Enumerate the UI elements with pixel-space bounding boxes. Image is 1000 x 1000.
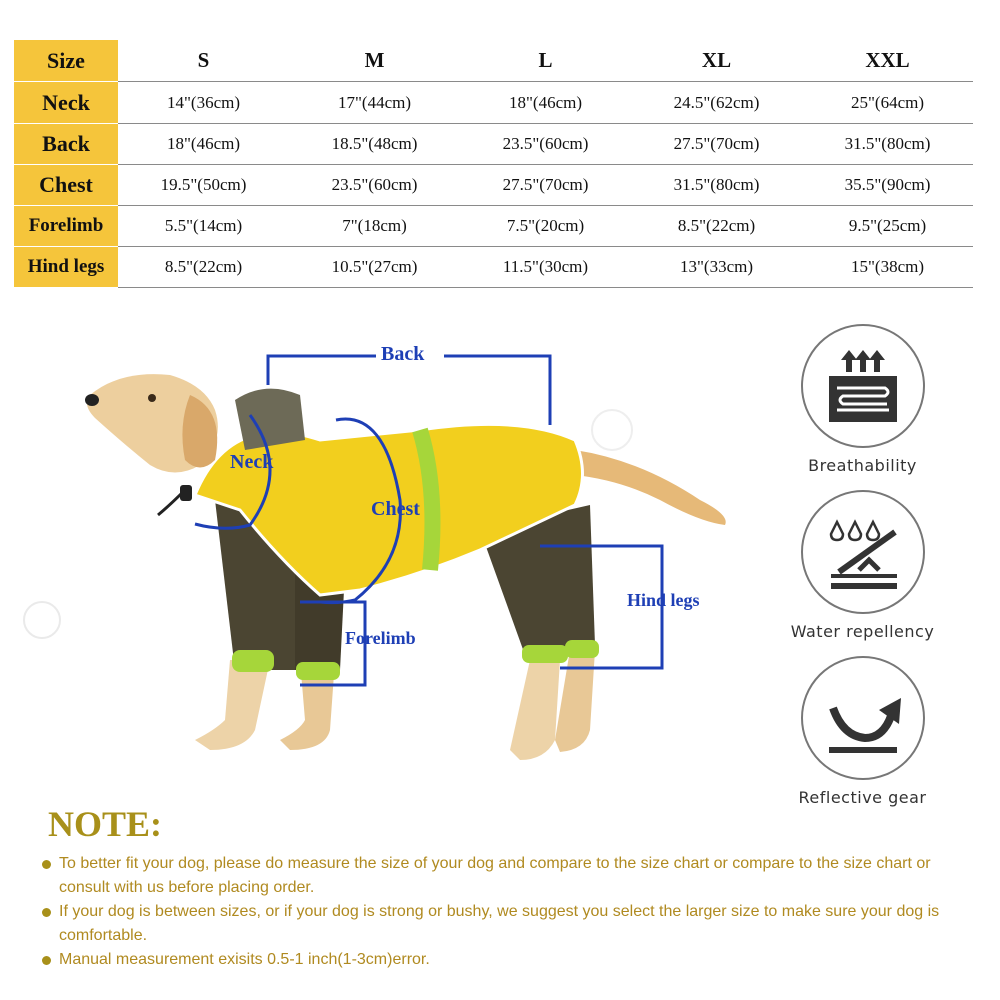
table-cell: 27.5"(70cm) bbox=[460, 165, 631, 206]
dog-measurement-diagram bbox=[0, 300, 770, 800]
feature-label: Reflective gear bbox=[798, 788, 927, 807]
note-item bbox=[42, 852, 962, 900]
feature-water-repellency bbox=[780, 490, 945, 641]
table-cell: 19.5"(50cm) bbox=[118, 165, 289, 206]
row-label-chest: Chest bbox=[14, 165, 118, 206]
table-cell: 7.5"(20cm) bbox=[460, 206, 631, 247]
table-cell: 15"(38cm) bbox=[802, 247, 973, 288]
bullet-icon bbox=[42, 956, 51, 965]
table-cell: 5.5"(14cm) bbox=[118, 206, 289, 247]
note-text: If your dog is between sizes, or if your dog is strong or bushy, we suggest you select the larger size to make sure your dog is comfortable. bbox=[59, 903, 940, 944]
note-list bbox=[42, 852, 962, 972]
note-text: Manual measurement exisits 0.5-1 inch(1-3cm)error. bbox=[59, 951, 430, 968]
table-cell: 14"(36cm) bbox=[118, 82, 289, 124]
table-cell: 9.5"(25cm) bbox=[802, 206, 973, 247]
table-cell: 8.5"(22cm) bbox=[118, 247, 289, 288]
label-forelimb: Forelimb bbox=[345, 628, 416, 648]
reflective-gear-icon bbox=[801, 656, 925, 780]
label-chest: Chest bbox=[371, 498, 420, 520]
table-cell: 31.5"(80cm) bbox=[631, 165, 802, 206]
table-cell: 17"(44cm) bbox=[289, 82, 460, 124]
size-header-row bbox=[14, 40, 973, 82]
feature-label: Breathability bbox=[808, 456, 917, 475]
table-cell: 13"(33cm) bbox=[631, 247, 802, 288]
table-cell: 10.5"(27cm) bbox=[289, 247, 460, 288]
feature-breathability bbox=[780, 324, 945, 475]
table-cell: 35.5"(90cm) bbox=[802, 165, 973, 206]
table-cell: 25"(64cm) bbox=[802, 82, 973, 124]
table-row-forelimb bbox=[14, 206, 973, 247]
table-cell: 31.5"(80cm) bbox=[802, 124, 973, 165]
bullet-icon bbox=[42, 908, 51, 917]
table-cell: 23.5"(60cm) bbox=[289, 165, 460, 206]
feature-reflective-gear bbox=[780, 656, 945, 807]
water-repellency-icon bbox=[801, 490, 925, 614]
table-cell: 11.5"(30cm) bbox=[460, 247, 631, 288]
size-column-s: S bbox=[118, 40, 289, 82]
table-cell: 18"(46cm) bbox=[118, 124, 289, 165]
label-hind-legs: Hind legs bbox=[627, 590, 700, 610]
table-cell: 8.5"(22cm) bbox=[631, 206, 802, 247]
table-row-back bbox=[14, 124, 973, 165]
dog-illustration bbox=[0, 300, 770, 800]
note-item bbox=[42, 948, 962, 972]
table-cell: 7"(18cm) bbox=[289, 206, 460, 247]
row-label-forelimb: Forelimb bbox=[14, 206, 118, 247]
label-back: Back bbox=[381, 343, 425, 365]
table-cell: 27.5"(70cm) bbox=[631, 124, 802, 165]
breathability-icon bbox=[801, 324, 925, 448]
note-item bbox=[42, 900, 962, 948]
note-text: To better fit your dog, please do measure the size of your dog and compare to the size chart or compare to the size chart or consult with us before placing order. bbox=[59, 855, 931, 896]
table-cell: 18"(46cm) bbox=[460, 82, 631, 124]
table-row-chest bbox=[14, 165, 973, 206]
size-column-xl: XL bbox=[631, 40, 802, 82]
size-column-xxl: XXL bbox=[802, 40, 973, 82]
feature-label: Water repellency bbox=[790, 622, 935, 641]
size-column-l: L bbox=[460, 40, 631, 82]
table-cell: 23.5"(60cm) bbox=[460, 124, 631, 165]
row-label-neck: Neck bbox=[14, 82, 118, 124]
table-cell: 18.5"(48cm) bbox=[289, 124, 460, 165]
table-row-neck bbox=[14, 82, 973, 124]
table-cell: 24.5"(62cm) bbox=[631, 82, 802, 124]
note-title: NOTE: bbox=[48, 804, 163, 844]
size-chart-table bbox=[14, 40, 973, 288]
size-header-label: Size bbox=[14, 40, 118, 82]
row-label-back: Back bbox=[14, 124, 118, 165]
table-row-hind-legs bbox=[14, 247, 973, 288]
bullet-icon bbox=[42, 860, 51, 869]
label-neck: Neck bbox=[230, 451, 274, 473]
row-label-hind-legs: Hind legs bbox=[14, 247, 118, 288]
size-column-m: M bbox=[289, 40, 460, 82]
